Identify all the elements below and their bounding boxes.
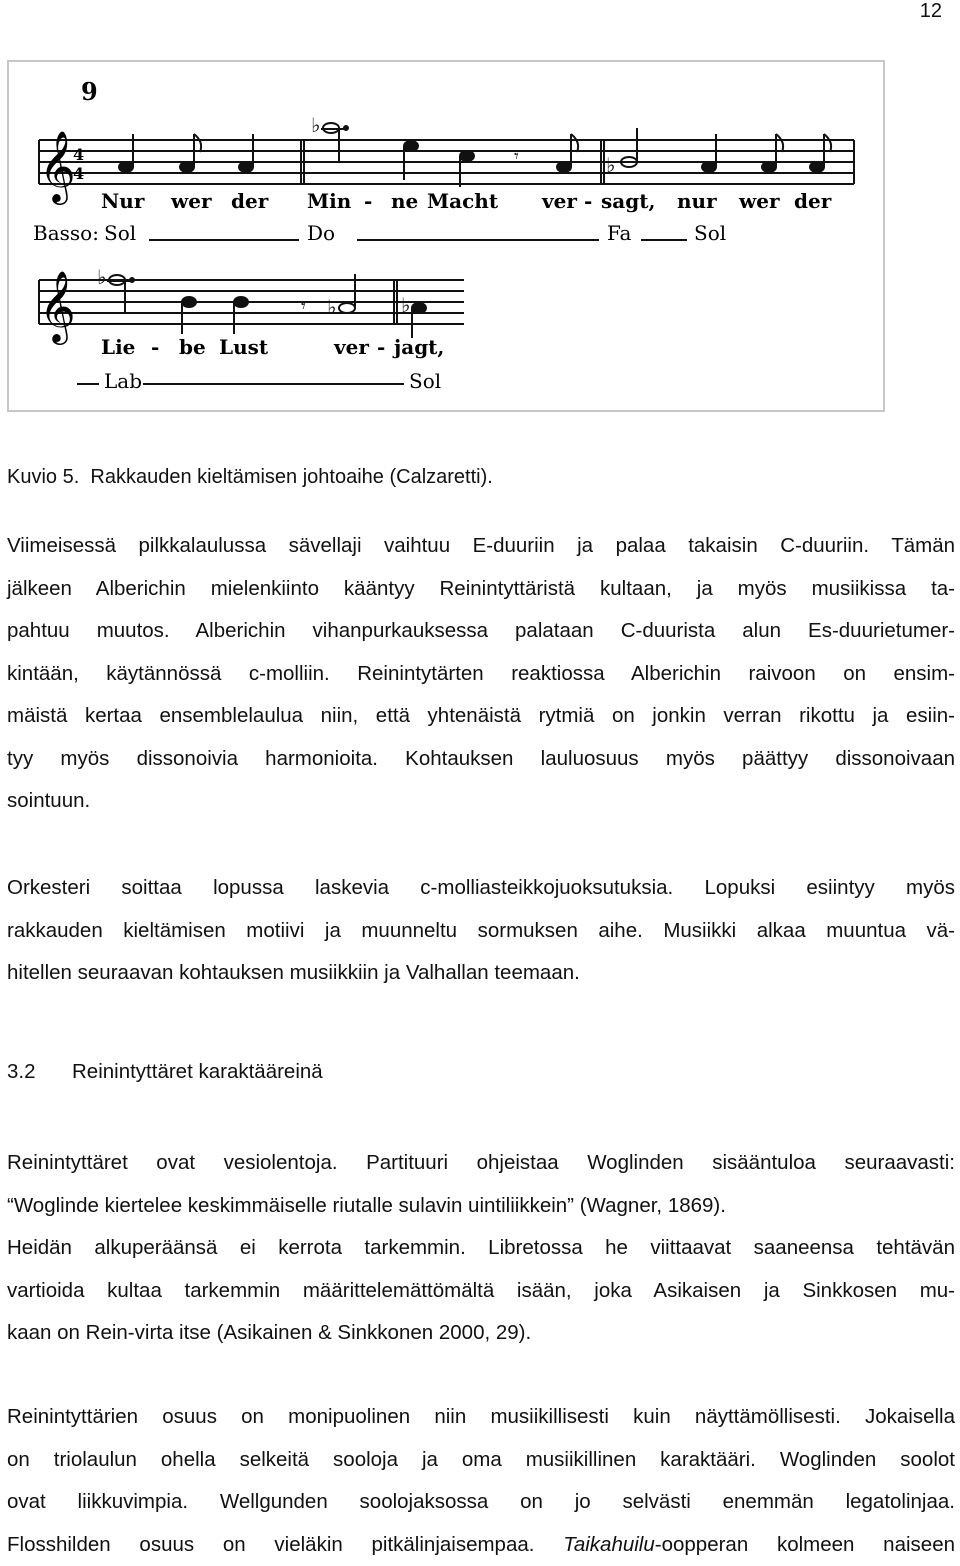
treble-clef-icon: 𝄞: [39, 129, 76, 205]
paragraph-4: [7, 1396, 955, 1566]
basso-note: Do: [307, 221, 335, 245]
figure-caption: [7, 466, 493, 489]
paragraph-line: Viimeisessä pilkkalaulussa sävellaji vaihtuu E-duuriin ja palaa takaisin C-duuriin. Tämän: [7, 525, 955, 568]
paragraph-1: [7, 525, 955, 823]
lyric-syllable: Min: [307, 189, 352, 213]
basso-note: Sol: [104, 221, 136, 245]
opera-title: Taikahuilu: [563, 1533, 655, 1556]
lyric-syllable: Nur: [101, 189, 145, 213]
svg-text:♭: ♭: [606, 153, 615, 177]
svg-text:𝄾: 𝄾: [514, 146, 519, 167]
lyric-syllable: be: [179, 335, 206, 359]
basso-label: Basso:: [33, 221, 99, 245]
caption-text: Rakkauden kieltämisen johtoaihe (Calzaretti).: [90, 466, 492, 488]
svg-text:♭: ♭: [401, 293, 410, 317]
line-text: Flosshilden osuus on vieläkin pitkälinjaisempaa.: [7, 1533, 563, 1556]
lyric-syllable: -: [364, 189, 372, 213]
paragraph-line: sointuun.: [7, 780, 955, 823]
basso-note: Sol: [694, 221, 726, 245]
svg-text:4: 4: [73, 164, 84, 183]
time-signature: 4: [73, 145, 84, 164]
basso-line-1: [33, 221, 726, 245]
lyric-syllable: der: [794, 189, 832, 213]
lyric-syllable: nur: [677, 189, 717, 213]
paragraph-line: tyy myös dissonoivia harmonioita. Kohtauksen lauluosuus myös päättyy dissonoivaan: [7, 738, 955, 781]
paragraph-line: Reinintyttärien osuus on monipuolinen niin musiikillisesti kuin näyttämöllisesti. Jokaisella: [7, 1396, 955, 1439]
paragraph-3: [7, 1142, 955, 1355]
svg-text:♭: ♭: [311, 113, 320, 137]
paragraph-line: Orkesteri soittaa lopussa laskevia c-molliasteikkojuoksutuksia. Lopuksi esiintyy myös: [7, 867, 955, 910]
lyric-syllable: sagt,: [601, 189, 655, 213]
lyrics-line-2: [101, 335, 444, 359]
treble-clef-icon: 𝄞: [39, 269, 76, 345]
lyric-syllable: Lust: [219, 335, 269, 359]
svg-text:𝄾: 𝄾: [301, 296, 306, 317]
page-number: 12: [920, 0, 942, 23]
basso-note: Fa: [607, 221, 632, 245]
lyric-syllable: ver: [541, 189, 577, 213]
paragraph-line: “Woglinde kiertelee keskimmäiselle riutalle sulavin uintiliikkein” (Wagner, 1869).: [7, 1185, 955, 1228]
paragraph-line: pahtuu muutos. Alberichin vihanpurkauksessa palataan C-duurista alun Es-duurietumer-: [7, 610, 955, 653]
section-number: 3.2: [7, 1060, 72, 1084]
lyrics-line-1: [101, 189, 832, 213]
paragraph-line: kaan on Rein-virta itse (Asikainen & Sinkkonen 2000, 29).: [7, 1312, 955, 1355]
paragraph-line: mäistä kertaa ensemblelaulua niin, että yhtenäistä rytmiä on jonkin verran rikottu ja esiin-: [7, 695, 955, 738]
basso-line-2: [77, 369, 441, 393]
lyric-syllable: -: [151, 335, 159, 359]
section-heading: [7, 1060, 323, 1084]
basso-note: Lab: [104, 369, 142, 393]
paragraph-line: hitellen seuraavan kohtauksen musiikkiin ja Valhallan teemaan.: [7, 952, 955, 995]
caption-label: Kuvio 5.: [7, 466, 79, 488]
section-title: Reinintyttäret karaktääreinä: [72, 1060, 323, 1083]
lyric-syllable: Lie: [101, 335, 135, 359]
paragraph-line: ovat liikkuvimpia. Wellgunden soolojaksossa on jo selvästi enemmän legatolinjaa.: [7, 1481, 955, 1524]
lyric-syllable: -: [584, 189, 592, 213]
paragraph-line: Heidän alkuperäänsä ei kerrota tarkemmin. Libretossa he viittaavat saaneensa tehtävän: [7, 1227, 955, 1270]
measure-number: 9: [81, 77, 98, 106]
svg-text:♭: ♭: [327, 295, 336, 319]
lyric-syllable: der: [231, 189, 269, 213]
paragraph-line: on triolaulun ohella selkeitä sooloja ja oma musiikillinen karaktääri. Woglinden soolot: [7, 1439, 955, 1482]
music-score: [9, 62, 883, 410]
paragraph-line: kintään, käytännössä c-molliin. Reinintytärten reaktiossa Alberichin raivoon on ensim-: [7, 653, 955, 696]
paragraph-line: [7, 1524, 955, 1566]
svg-text:♭: ♭: [97, 265, 106, 289]
paragraph-line: jälkeen Alberichin mielenkiinto kääntyy Reinintyttäristä kultaan, ja myös musiikissa ta-: [7, 568, 955, 611]
paragraph-line: vartioida kultaa tarkemmin määrittelemättömältä isään, joka Asikaisen ja Sinkkosen mu-: [7, 1270, 955, 1313]
paragraph-line: Reinintyttäret ovat vesiolentoja. Partituuri ohjeistaa Woglinden sisääntuloa seuraavasti:: [7, 1142, 955, 1185]
basso-note: Sol: [409, 369, 441, 393]
lyric-syllable: wer: [170, 189, 212, 213]
lyric-syllable: Macht: [427, 189, 499, 213]
staff-1: [39, 140, 854, 184]
lyric-syllable: jagt,: [392, 335, 444, 359]
lyric-syllable: -: [377, 335, 385, 359]
lyric-syllable: ne: [391, 189, 418, 213]
paragraph-2: [7, 867, 955, 995]
lyric-syllable: wer: [738, 189, 780, 213]
music-score-figure: [7, 60, 885, 412]
paragraph-line: rakkauden kieltämisen motiivi ja muunneltu sormuksen aihe. Musiikki alkaa muuntua vä-: [7, 910, 955, 953]
lyric-syllable: ver: [333, 335, 369, 359]
line-text: -oopperan kolmeen naiseen: [655, 1533, 955, 1556]
